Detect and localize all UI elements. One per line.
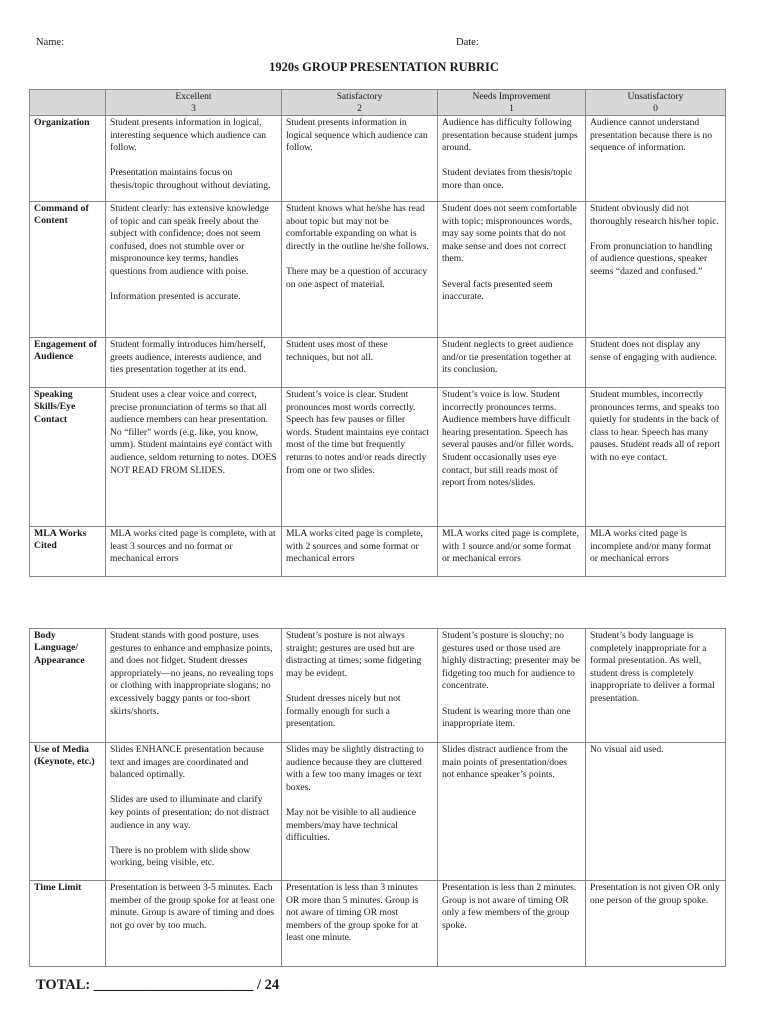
rubric-row — [30, 629, 726, 743]
descriptor-text: Slides distract audience from the main points of presentation/does not enhance speaker’s points. — [442, 744, 568, 781]
descriptor-text: Presentation is less than 3 minutes OR more than 5 minutes. Group is not aware of timing OR most members of the group spoke for at least one minute. — [286, 882, 419, 944]
descriptor-text: MLA works cited page is complete, with 2 sources and some format or mechanical errors — [286, 528, 423, 565]
rubric-cell — [106, 338, 282, 388]
rubric-cell — [438, 202, 586, 338]
descriptor-text: Student is wearing more than one inappropriate item. — [442, 705, 571, 730]
rubric-table-2 — [29, 628, 726, 967]
descriptor-text: Student clearly: has extensive knowledge of topic and can speak freely about the subject with confidence; does not seem confused, does not stumble over or mispronounce key terms, handles questions from audience with poise. — [110, 203, 269, 277]
rubric-cell — [282, 527, 438, 577]
rubric-cell — [438, 338, 586, 388]
descriptor-text: Student presents information in logical sequence which audience can follow. — [286, 117, 428, 154]
descriptor-text: Student’s posture is not always straight; gestures are used but are distracting at times; some fidgeting may be evident. — [286, 630, 422, 679]
descriptor-text: Student obviously did not thoroughly research his/her topic. — [590, 203, 719, 227]
rubric-cell — [106, 743, 282, 881]
descriptor-text: Student does not seem comfortable with topic; mispronounces words, may say some points that do not make sense and does not correct them. — [442, 203, 577, 265]
criterion-label: Speaking Skills/Eye Contact — [30, 388, 106, 527]
descriptor-text: Student presents information in logical, interesting sequence which audience can follow. — [110, 117, 267, 154]
descriptor-text: Student’s body language is completely inappropriate for a formal presentation. As well, student dress is completely inappropriate to deliver a formal presentation. — [590, 630, 715, 704]
header-excellent — [106, 90, 282, 116]
descriptor-text: Student formally introduces him/herself, greets audience, interests audience, and ties presentation together at its end. — [110, 339, 266, 376]
header-needs-improvement — [438, 90, 586, 116]
header-satisfactory — [282, 90, 438, 116]
criterion-label: Use of Media (Keynote, etc.) — [30, 743, 106, 881]
level-label: Excellent — [175, 91, 212, 102]
rubric-row — [30, 338, 726, 388]
descriptor-text: Student uses a clear voice and correct, precise pronunciation of terms so that all audience members can hear presentation. No “filler” words (e.g. like, you know, umm). Student maintains eye contact with audience, seldom returning to notes. DOES NOT READ FROM SLIDES. — [110, 389, 277, 476]
rubric-cell — [586, 116, 726, 202]
rubric-cell — [282, 202, 438, 338]
descriptor-text: Student stands with good posture, uses gestures to enhance and emphasize points, and does not fidget. Student dresses appropriately—no jeans, no revealing tops or clothing with inappropriate slogans; no excessively baggy pants or too-short skirts/shorts. — [110, 630, 274, 717]
descriptor-text: Student neglects to greet audience and/or tie presentation together at its conclusion. — [442, 339, 574, 376]
rubric-row — [30, 202, 726, 338]
descriptor-text: Presentation is not given OR only one person of the group spoke. — [590, 882, 720, 906]
descriptor-text: Student knows what he/she has read about topic but may not be comfortable expanding on what is directly in the outline he/she follows. — [286, 203, 429, 252]
rubric-cell — [282, 388, 438, 527]
rubric-cell — [586, 202, 726, 338]
descriptor-text: There is no problem with slide show working, being visible, etc. — [110, 844, 251, 869]
rubric-cell — [106, 527, 282, 577]
rubric-cell — [106, 629, 282, 743]
descriptor-text: MLA works cited page is complete, with 1 source and/or some format or mechanical errors — [442, 528, 579, 565]
criterion-label: Engagement of Audience — [30, 338, 106, 388]
rubric-table-1 — [29, 89, 726, 577]
page-title: 1920s GROUP PRESENTATION RUBRIC — [269, 60, 499, 74]
rubric-cell — [106, 388, 282, 527]
rubric-cell — [106, 881, 282, 967]
descriptor-text: Student’s voice is low. Student incorrectly pronounces terms. Audience members have difficult hearing presentation. Speech has several pauses and/or filler words. Student occasionally uses eye contact, but still reads most of report from notes/slides. — [442, 389, 574, 489]
rubric-cell — [586, 881, 726, 967]
level-points: 2 — [357, 102, 362, 114]
criterion-label: Body Language/ Appearance — [30, 629, 106, 743]
descriptor-text: Presentation is between 3-5 minutes. Each member of the group spoke for at least one minute. Group is aware of timing and does not go over by too much. — [110, 882, 275, 931]
descriptor-text: Slides are used to illuminate and clarify key points of presentation; do not distract audience in any way. — [110, 794, 270, 831]
rubric-cell — [438, 388, 586, 527]
descriptor-text: Audience cannot understand presentation because there is no sequence of information. — [590, 117, 713, 154]
rubric-row — [30, 527, 726, 577]
descriptor-text: There may be a question of accuracy on one aspect of material. — [286, 265, 428, 290]
level-label: Needs Improvement — [472, 91, 551, 102]
descriptor-text: Student’s posture is slouchy; no gestures used or those used are highly distracting; presenter may be fidgeting too much for audience to concentrate. — [442, 630, 581, 692]
level-label: Satisfactory — [336, 91, 383, 102]
rubric-row — [30, 743, 726, 881]
rubric-cell — [106, 202, 282, 338]
descriptor-text: Several facts presented seem inaccurate. — [442, 278, 553, 303]
level-points: 1 — [509, 102, 514, 114]
level-label: Unsatisfactory — [627, 91, 684, 102]
rubric-row — [30, 881, 726, 967]
rubric-cell — [282, 743, 438, 881]
criterion-label: MLA Works Cited — [30, 527, 106, 577]
rubric-cell — [438, 527, 586, 577]
rubric-cell — [586, 629, 726, 743]
descriptor-text: No visual aid used. — [590, 744, 664, 755]
rubric-cell — [438, 629, 586, 743]
header-corner — [30, 90, 106, 116]
header-unsatisfactory — [586, 90, 726, 116]
descriptor-text: MLA works cited page is incomplete and/or many format or mechanical errors — [590, 528, 712, 565]
rubric-cell — [438, 116, 586, 202]
rubric-cell — [282, 629, 438, 743]
rubric-cell — [586, 527, 726, 577]
level-points: 0 — [653, 102, 658, 114]
rubric-row — [30, 116, 726, 202]
descriptor-text: Student uses most of these techniques, but not all. — [286, 339, 388, 363]
descriptor-text: Information presented is accurate. — [110, 291, 241, 303]
rubric-cell — [106, 116, 282, 202]
date-label: Date: — [456, 37, 479, 48]
descriptor-text: Student deviates from thesis/topic more than once. — [442, 167, 573, 191]
rubric-cell — [438, 881, 586, 967]
descriptor-text: Audience has difficulty following presentation because student jumps around. — [442, 117, 578, 154]
descriptor-text: Student does not display any sense of engaging with audience. — [590, 339, 718, 363]
descriptor-text: MLA works cited page is complete, with at least 3 sources and no format or mechanical errors — [110, 528, 276, 565]
total-score-line: TOTAL: ______________________ / 24 — [36, 977, 280, 993]
descriptor-text: Student dresses nicely but not formally enough for such a presentation. — [286, 692, 401, 730]
rubric-cell — [438, 743, 586, 881]
descriptor-text: Presentation maintains focus on thesis/topic throughout without deviating. — [110, 167, 271, 191]
criterion-label: Time Limit — [30, 881, 106, 967]
descriptor-text: May not be visible to all audience members/may have technical difficulties. — [286, 806, 417, 844]
rubric-cell — [282, 881, 438, 967]
descriptor-text: Student mumbles, incorrectly pronounces terms, and speaks too quietly for students in the back of class to hear. Speech has many pauses. Student reads all of report with no eye contact. — [590, 389, 721, 463]
descriptor-text: Presentation is less than 2 minutes. Group is not aware of timing OR only a few members of the group spoke. — [442, 882, 577, 931]
descriptor-text: Slides may be slightly distracting to audience because they are cluttered with a few too many images or text boxes. — [286, 744, 424, 793]
rubric-row — [30, 388, 726, 527]
criterion-label: Command of Content — [30, 202, 106, 338]
rubric-cell — [586, 388, 726, 527]
rubric-cell — [586, 338, 726, 388]
name-label: Name: — [36, 37, 64, 48]
rubric-cell — [586, 743, 726, 881]
descriptor-text: Student’s voice is clear. Student pronounces most words correctly. Speech has few pauses or filler words. Student maintains eye contact most of the time but frequently returns to notes and/or reads directly from one or two slides. — [286, 389, 430, 476]
rubric-cell — [282, 116, 438, 202]
descriptor-text: From pronunciation to handling of audience questions, speaker seems “dazed and confused.” — [590, 240, 713, 277]
rubric-header-row — [30, 90, 726, 116]
criterion-label: Organization — [30, 116, 106, 202]
descriptor-text: Slides ENHANCE presentation because text and images are coordinated and balanced optimally. — [110, 744, 264, 781]
rubric-cell — [282, 338, 438, 388]
level-points: 3 — [191, 102, 196, 114]
